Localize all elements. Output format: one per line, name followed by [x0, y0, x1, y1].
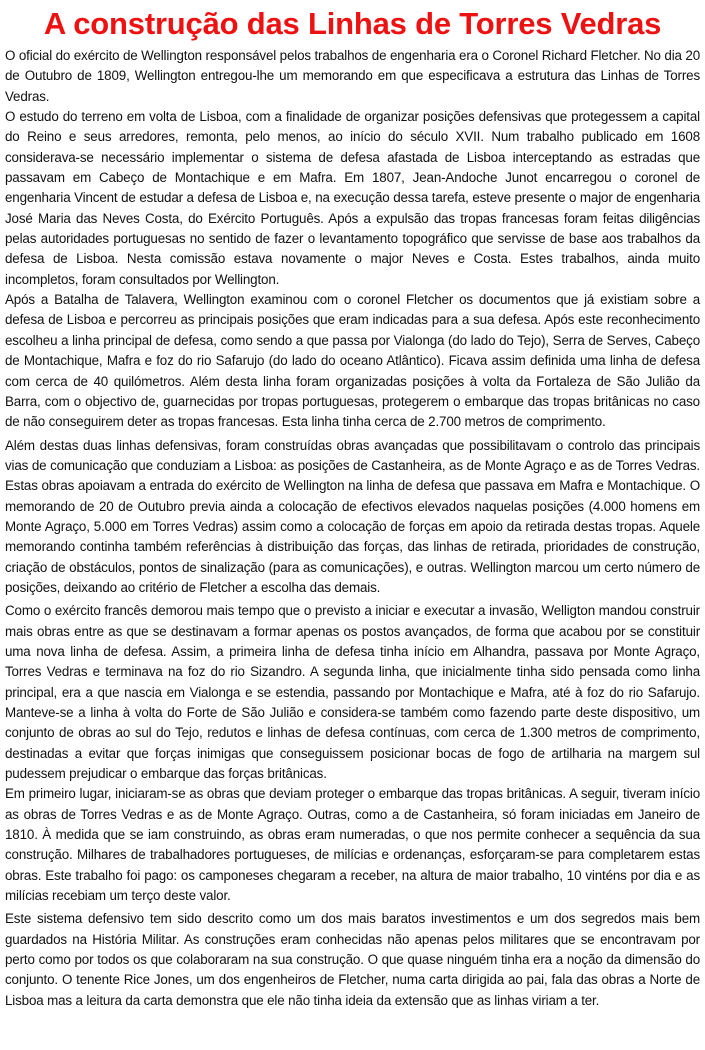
paragraph-1: O oficial do exército de Wellington responsável pelos trabalhos de engenharia era o Coronel Richard Fletcher. No dia 20 de Outubro de 1809, Wellington entregou-lhe um memorando em que especificava a estrutura das Linhas de Torres Vedras.	[5, 48, 700, 104]
article-body	[5, 46, 700, 1011]
paragraph-2: O estudo do terreno em volta de Lisboa, com a finalidade de organizar posições defensivas que protegessem a capital do Reino e seus arredores, remonta, pelo menos, ao início do século XVII. Num trabalho publicado em 1608 considerava-se necessário implementar o sistema de defesa afastada de Lisboa interceptando as estradas que passavam em Cabeço de Montachique e em Mafra. Em 1807, Jean-Andoche Junot encarregou o coronel de engenharia Vincent de estudar a defesa de Lisboa e, na execução dessa tarefa, esteve presente o major de engenharia José Maria das Neves Costa, do Exército Português. Após a expulsão das tropas francesas foram feitas diligências pelas autoridades portuguesas no sentido de fazer o levantamento topográfico que servisse de base aos trabalhos da defesa de Lisboa. Nesta comissão estava novamente o major Neves e Costa. Estes trabalhos, ainda muito incompletos, foram consultados por Wellington.	[5, 109, 700, 287]
paragraph-4: Além destas duas linhas defensivas, foram construídas obras avançadas que possibilitavam o controlo das principais vias de comunicação que conduziam a Lisboa: as posições de Castanheira, as de Monte Agraço e as de Torres Vedras. Estas obras apoiavam a entrada do exército de Wellington na linha de defesa que passava em Mafra e Montachique. O memorando de 20 de Outubro previa ainda a colocação de efectivos elevados naquelas posições (4.000 homens em Monte Agraço, 5.000 em Torres Vedras) assim como a colocação de forças em apoio da retirada destas tropas. Aquele memorando continha também referências à distribuição das forças, das linhas de retirada, prioridades de construção, criação de obstáculos, pontos de sinalização (para as comunicações), e outras. Wellington marcou um certo número de posições, deixando ao critério de Fletcher a escolha das demais.	[5, 437, 700, 595]
paragraph-6: Em primeiro lugar, iniciaram-se as obras que deviam proteger o embarque das tropas britânicas. A seguir, tiveram início as obras de Torres Vedras e as de Monte Agraço. Outras, como a de Castanheira, só foram iniciadas em Janeiro de 1810. À medida que se iam construindo, as obras eram numeradas, o que nos permite conhecer a sequência da sua construção. Milhares de trabalhadores portugueses, de milícias e ordenanças, esforçaram-se para completarem estas obras. Este trabalho foi pago: os camponeses chegaram a receber, na altura de maior trabalho, 10 vinténs por dia e as milícias recebiam um terço deste valor.	[5, 786, 700, 904]
paragraph-3: Após a Batalha de Talavera, Wellington examinou com o coronel Fletcher os documentos que já existiam sobre a defesa de Lisboa e percorreu as principais posições que eram indicadas para a sua defesa. Após este reconhecimento escolheu a linha principal de defesa, como sendo a que passa por Vialonga (do lado do Tejo), Serra de Serves, Cabeço de Montachique, Mafra e foz do rio Safarujo (do lado do oceano Atlântico). Ficava assim definida uma linha de defesa com cerca de 40 quilómetros. Além desta linha foram organizadas posições à volta da Fortaleza de São Julião da Barra, com o objectivo de, guarnecidas por tropas portuguesas, protegerem o embarque das tropas britânicas no caso de não conseguirem deter as tropas francesas. Esta linha tinha cerca de 2.700 metros de comprimento.	[5, 292, 700, 430]
page-title: A construção das Linhas de Torres Vedras	[43, 6, 662, 41]
paragraph-7: Este sistema defensivo tem sido descrito como um dos mais baratos investimentos e um dos segredos mais bem guardados na História Militar. As construções eram conhecidas não apenas pelos militares que se encontravam por perto como por todos os que colaboraram na sua construção. O que quase ninguém tinha era a noção da dimensão do conjunto. O tenente Rice Jones, um dos engenheiros de Fletcher, numa carta dirigida ao pai, fala das obras a Norte de Lisboa mas a leitura da carta demonstra que ele não tinha ideia da extensão que as linhas viriam a ter.	[5, 911, 700, 1008]
paragraph-5: Como o exército francês demorou mais tempo que o previsto a iniciar e executar a invasão, Welligton mandou construir mais obras entre as que se destinavam a formar apenas os postos avançados, de forma que acabou por se constituir uma nova linha de defesa. Assim, a primeira linha de defesa tinha início em Alhandra, passava por Monte Agraço, Torres Vedras e terminava na foz do rio Sizandro. A segunda linha, que inicialmente tinha sido pensada como linha principal, era a que nascia em Vialonga e se estendia, passando por Montachique e Mafra, até à foz do rio Safarujo. Manteve-se a linha à volta do Forte de São Julião e considera-se também como fazendo parte deste dispositivo, um conjunto de obras ao sul do Tejo, redutos e linhas de defesa contínuas, com cerca de 1.300 metros de comprimento, destinadas a evitar que forças inimigas que conseguissem posicionar bocas de fogo de artilharia na margem sul pudessem prejudicar o embarque das forças britânicas.	[5, 603, 700, 782]
